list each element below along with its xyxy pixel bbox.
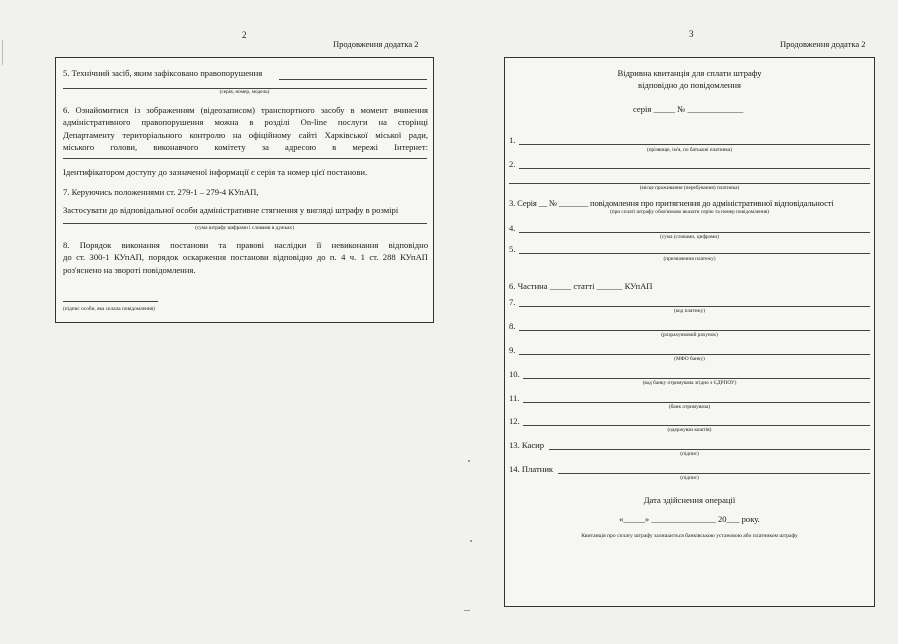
row13-text: 13. Касир [509,440,545,450]
fine-amount-line [63,223,427,224]
receipt-footer-note: Квитанція про сплату штрафу залишається банківською установою або платником штрафу [581,533,798,539]
row8-caption: (розрахунковий рахунок) [661,332,718,338]
signature-caption: (підпис особи, яка склала повідомлення) [63,306,155,312]
row13-line [549,449,870,450]
scan-speck [464,610,470,611]
scan-speck [468,460,470,462]
row12-caption: (одержувач коштів) [667,427,712,433]
row1-number: 1. [509,135,516,145]
row11-line [523,402,870,403]
receipt-title: Відривна квитанція для сплати штрафу [617,68,762,78]
row11-number: 11. [509,393,520,403]
item5-caption: (серія, номер, модель) [219,89,270,95]
row12-line [523,425,870,426]
row5-caption: (призначення платежу) [663,256,716,262]
row11-caption: (банк отримувача) [668,404,711,410]
row13-caption: (підпис) [680,451,699,457]
url-field-line [63,158,427,159]
row7-number: 7. [509,297,516,307]
scan-speck [470,540,472,542]
receipt-series-number: серія _____ № _____________ [633,104,744,114]
fine-caption: (сума штрафу цифрами і словами в дужках) [195,225,294,231]
row10-number: 10. [509,369,520,379]
row4-caption: (сума (словами, цифрами) [660,234,719,240]
row12-number: 12. [509,416,520,426]
item7-text: 7. Керуючись положеннями ст. 279-1 – 279-4 КУпАП, [63,187,259,197]
row14-text: 14. Платник [509,464,554,474]
item8-text: 8. Порядок виконання постанови та правові наслідки її невиконання відповідно до ст. 300-1 КУпАП, порядок оскарження постанови відповідно до п. 4 ч. 1 ст. 288 КУпАП роз'яснено на звороті повідомлення. [63,240,428,275]
left-continuation-label: Продовження додатка 2 [333,39,419,49]
row6-text: 6. Частина _____ статті ______ КУпАП [509,281,653,291]
row9-line [519,354,870,355]
item6-text: 6. Ознайомитися із зображенням (відеозаписом) транспортного засобу в момент вчинення адміністративного правопорушення можна в розділі On-line послуги на сторінці Департаменту територіального контролю на офіційному сайті Харківської міської ради, міського голови, виконавчого комітету за адресою в мережі Інтернет: [63,105,428,153]
receipt-subtitle: відповідно до повідомлення [638,80,741,90]
operation-date-line: «_____» _______________ 20___ року. [619,514,760,524]
row14-caption: (підпис) [680,475,699,481]
row1-caption: (прізвище, ім'я, по батькові платника) [646,147,733,153]
row8-line [519,330,870,331]
left-form-box [55,57,434,323]
row7-line [519,306,870,307]
row4-line [519,232,870,233]
scan-mark [2,40,3,65]
right-continuation-label: Продовження додатка 2 [780,39,866,49]
row8-number: 8. [509,321,516,331]
operation-date-title: Дата здійснення операції [643,495,736,505]
left-page-number: 2 [242,30,247,40]
row2-caption: (місце проживання (перебування) платника) [639,185,740,191]
row10-caption: (код банку отримувача згідно з ЄДРПОУ) [642,380,737,386]
item5-label: 5. Технічний засіб, яким зафіксовано правопорушення [63,68,263,78]
row9-caption: (МФО банку) [674,356,705,362]
row2-number: 2. [509,159,516,169]
row5-line [519,253,870,254]
signature-line [63,301,158,302]
row10-line [523,378,870,379]
row3-caption: (при сплаті штрафу обов'язково вказати серію та номер повідомлення) [610,209,769,215]
apply-fine-text: Застосувати до відповідальної особи адміністративне стягнення у вигляді штрафу в розмірі [63,205,399,215]
row2-line [519,168,870,169]
row1-line [519,144,870,145]
row7-caption: (код платежу) [673,308,705,314]
right-receipt-box [504,57,875,607]
item5-field-line [279,79,427,80]
row5-number: 5. [509,244,516,254]
row9-number: 9. [509,345,516,355]
row4-number: 4. [509,223,516,233]
access-identifier-text: Ідентифікатором доступу до зазначеної інформації є серія та номер цієї постанови. [63,167,368,177]
row2-line-2 [509,183,870,184]
row3-text: 3. Серія __ № _______ повідомлення про притягнення до адміністративної відповідальності [509,198,834,208]
right-page-number: 3 [689,29,694,39]
row14-line [558,473,870,474]
